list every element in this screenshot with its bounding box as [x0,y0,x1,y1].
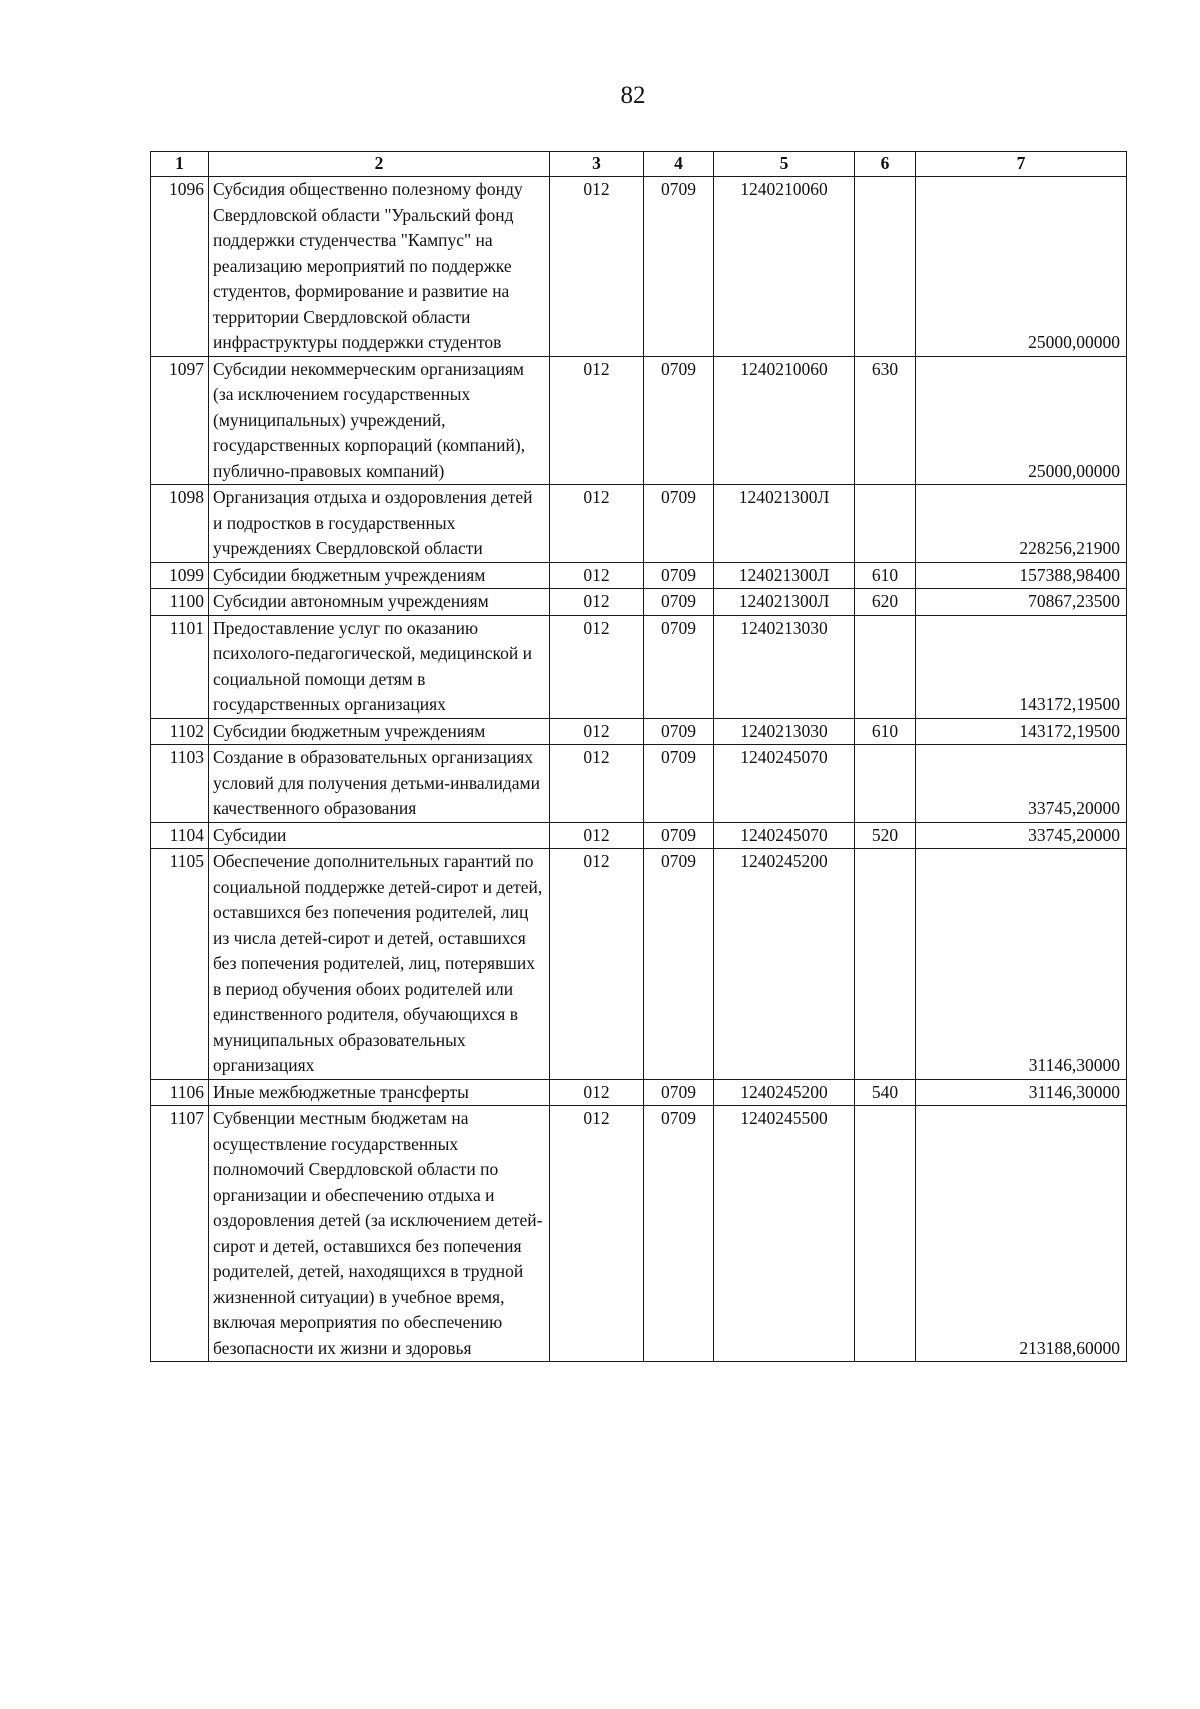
row-number: 1100 [151,589,209,616]
table-row [151,849,1127,1080]
row-number: 1099 [151,562,209,589]
row-name: Организация отдыха и оздоровления детей и подростков в государственных учреждениях Свердловской области [209,485,550,563]
row-amount: 228256,21900 [916,485,1127,563]
row-target-code: 124021300Л [714,485,855,563]
row-ministry-code: 012 [550,745,644,823]
table-row [151,745,1127,823]
row-target-code: 1240245200 [714,849,855,1080]
row-number: 1102 [151,718,209,745]
row-expense-type [855,745,916,823]
row-amount: 25000,00000 [916,177,1127,357]
row-ministry-code: 012 [550,485,644,563]
row-section-code: 0709 [644,356,714,485]
row-number: 1105 [151,849,209,1080]
row-target-code: 124021300Л [714,562,855,589]
row-section-code: 0709 [644,1106,714,1362]
row-amount: 143172,19500 [916,615,1127,718]
row-amount: 143172,19500 [916,718,1127,745]
row-ministry-code: 012 [550,562,644,589]
row-name: Обеспечение дополнительных гарантий по социальной поддержке детей-сирот и детей, оставшихся без попечения родителей, лиц из числа детей-сирот и детей, оставшихся без попечения родителей, лиц, потерявших в период обучения обоих родителей или единственного родителя, обучающихся в муниципальных образовательных организациях [209,849,550,1080]
row-section-code: 0709 [644,745,714,823]
row-ministry-code: 012 [550,615,644,718]
row-section-code: 0709 [644,485,714,563]
row-section-code: 0709 [644,177,714,357]
row-target-code: 124021300Л [714,589,855,616]
row-target-code: 1240213030 [714,615,855,718]
row-expense-type: 630 [855,356,916,485]
row-target-code: 1240245070 [714,822,855,849]
row-ministry-code: 012 [550,589,644,616]
row-section-code: 0709 [644,562,714,589]
row-target-code: 1240210060 [714,177,855,357]
row-ministry-code: 012 [550,1106,644,1362]
budget-table [150,151,1127,1362]
table-row [151,485,1127,563]
row-amount: 157388,98400 [916,562,1127,589]
header-col-6: 6 [855,152,916,177]
row-number: 1096 [151,177,209,357]
row-ministry-code: 012 [550,822,644,849]
row-expense-type: 610 [855,718,916,745]
row-expense-type [855,615,916,718]
header-col-1: 1 [151,152,209,177]
table-row [151,615,1127,718]
row-number: 1103 [151,745,209,823]
row-section-code: 0709 [644,615,714,718]
table-row [151,718,1127,745]
row-target-code: 1240245070 [714,745,855,823]
row-expense-type [855,485,916,563]
row-name: Субсидии [209,822,550,849]
row-expense-type [855,1106,916,1362]
page-number: 82 [620,82,646,109]
row-amount: 33745,20000 [916,745,1127,823]
header-col-5: 5 [714,152,855,177]
row-name: Создание в образовательных организациях условий для получения детьми-инвалидами качественного образования [209,745,550,823]
row-number: 1097 [151,356,209,485]
table-row [151,1079,1127,1106]
header-col-7: 7 [916,152,1127,177]
row-name: Иные межбюджетные трансферты [209,1079,550,1106]
row-section-code: 0709 [644,849,714,1080]
row-ministry-code: 012 [550,1079,644,1106]
row-expense-type [855,849,916,1080]
row-number: 1107 [151,1106,209,1362]
row-number: 1098 [151,485,209,563]
table-row [151,562,1127,589]
row-name: Субсидии бюджетным учреждениям [209,718,550,745]
row-target-code: 1240245200 [714,1079,855,1106]
row-amount: 33745,20000 [916,822,1127,849]
row-number: 1104 [151,822,209,849]
row-target-code: 1240245500 [714,1106,855,1362]
row-name: Субсидии некоммерческим организациям (за исключением государственных (муниципальных) учреждений, государственных корпораций (компаний), публично-правовых компаний) [209,356,550,485]
table-row [151,1106,1127,1362]
row-section-code: 0709 [644,1079,714,1106]
row-ministry-code: 012 [550,356,644,485]
row-amount: 70867,23500 [916,589,1127,616]
header-col-2: 2 [209,152,550,177]
row-section-code: 0709 [644,822,714,849]
row-expense-type: 540 [855,1079,916,1106]
row-ministry-code: 012 [550,849,644,1080]
row-number: 1106 [151,1079,209,1106]
row-section-code: 0709 [644,589,714,616]
table-row [151,356,1127,485]
row-expense-type [855,177,916,357]
row-number: 1101 [151,615,209,718]
row-name: Субсидии автономным учреждениям [209,589,550,616]
row-name: Предоставление услуг по оказанию психолого-педагогической, медицинской и социальной помощи детям в государственных организациях [209,615,550,718]
table-row [151,822,1127,849]
row-amount: 31146,30000 [916,1079,1127,1106]
table-row [151,177,1127,357]
row-section-code: 0709 [644,718,714,745]
row-target-code: 1240213030 [714,718,855,745]
header-row [151,152,1127,177]
row-ministry-code: 012 [550,718,644,745]
row-name: Субвенции местным бюджетам на осуществление государственных полномочий Свердловской области по организации и обеспечению отдыха и оздоровления детей (за исключением детей-сирот и детей, оставшихся без попечения родителей, детей, находящихся в трудной жизненной ситуации) в учебное время, включая мероприятия по обеспечению безопасности их жизни и здоровья [209,1106,550,1362]
row-expense-type: 620 [855,589,916,616]
header-col-4: 4 [644,152,714,177]
header-col-3: 3 [550,152,644,177]
row-name: Субсидии бюджетным учреждениям [209,562,550,589]
row-expense-type: 520 [855,822,916,849]
row-ministry-code: 012 [550,177,644,357]
row-name: Субсидия общественно полезному фонду Свердловской области "Уральский фонд поддержки студенчества "Кампус" на реализацию мероприятий по поддержке студентов, формирование и развитие на территории Свердловской области инфраструктуры поддержки студентов [209,177,550,357]
row-amount: 25000,00000 [916,356,1127,485]
row-target-code: 1240210060 [714,356,855,485]
row-expense-type: 610 [855,562,916,589]
table-row [151,589,1127,616]
row-amount: 31146,30000 [916,849,1127,1080]
row-amount: 213188,60000 [916,1106,1127,1362]
